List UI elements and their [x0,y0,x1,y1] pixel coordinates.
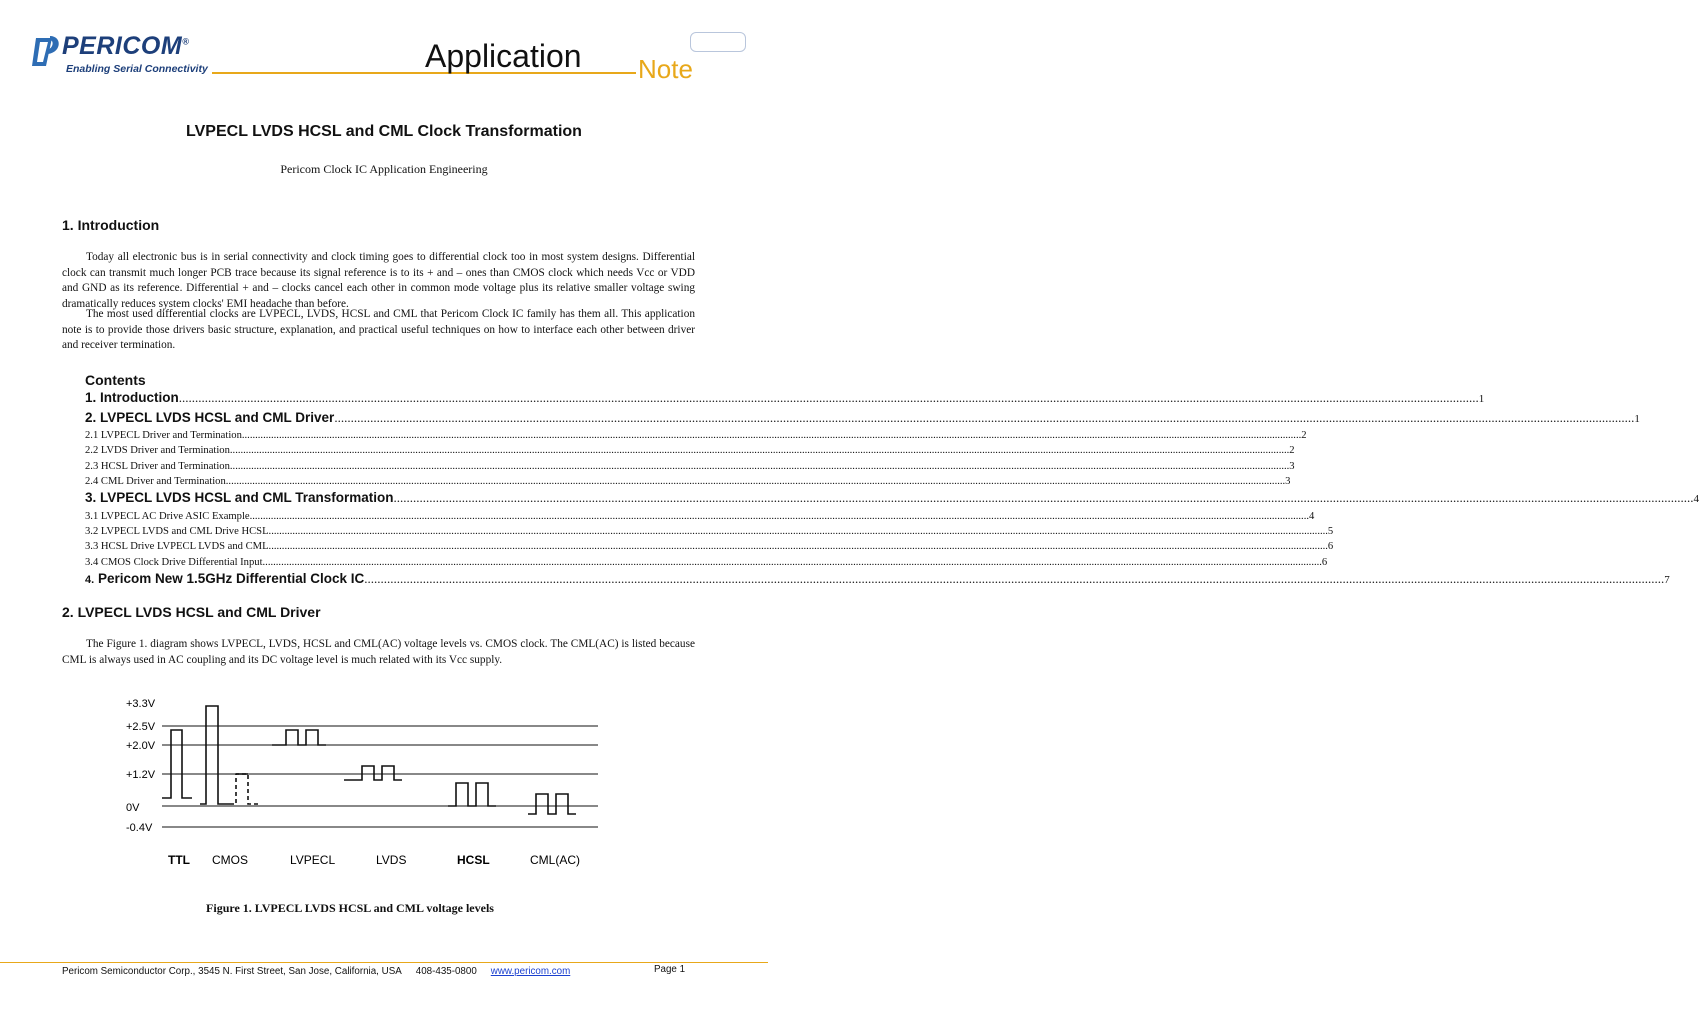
toc-entry-label: 3. LVPECL LVDS HCSL and CML Transformation [85,490,394,506]
toc-entry-label: 3.1 LVPECL AC Drive ASIC Example [85,510,250,522]
footer [62,966,570,977]
toc-entry-label: 3.4 CMOS Clock Drive Differential Input [85,556,263,568]
toc-leader-dots: ................................................................................................................................................................................................................................................................................................................................................................................................................ [241,430,1302,441]
ttl-waveform [162,730,192,798]
toc-page-number: 4 [1308,510,1315,522]
toc-entry-label: 2. LVPECL LVDS HCSL and CML Driver [85,409,335,425]
header-title-application: Application [425,38,582,74]
toc-entry-label: 1. Introduction [85,390,179,405]
toc-page-number: 2 [1301,430,1307,441]
table-of-contents [85,372,1699,589]
toc-entry-label: 3.3 HCSL Drive LVPECL LVDS and CML [85,541,269,553]
toc-leader-dots: ................................................................................................................................................................................................................................................................................................................................................................................................................ [249,510,1309,522]
intro-paragraph-1: Today all electronic bus is in serial connectivity and clock timing goes to differential clock too in most system designs. Differential clock can transmit much longer PCB trace because its signal reference is to its + and – ones than CMOS clock which needs Vcc or VDD and GND as its reference. Differential + and – clocks cancel each other in common mode voltage plus its relative smaller voltage swing dramatically reduces system clocks' EMI headache than before. [62,251,695,310]
page-number: Page 1 [654,964,686,975]
cmos-low-waveform [230,774,260,804]
reference-lines [162,726,598,827]
footer-phone: 408-435-0800 [415,966,477,977]
signal-label-lvpecl: LVPECL [290,853,336,867]
footer-rule [0,962,768,963]
toc-leader-dots: ................................................................................................................................................................................................................................................................................................................................................................................................................ [178,390,1479,405]
signal-label-cmos: CMOS [212,853,248,867]
toc-entry-label: 2.1 LVPECL Driver and Termination [85,430,242,441]
toc-leader-dots: ................................................................................................................................................................................................................................................................................................................................................................................................................ [364,570,1665,586]
voltage-level-diagram [100,680,640,880]
toc-entry[interactable] [85,443,1295,458]
toc-entry[interactable] [85,509,1315,524]
voltage-label: 0V [126,802,140,814]
driver-paragraph: The Figure 1. diagram shows LVPECL, LVDS, HCSL and CML(AC) voltage levels vs. CMOS clock. The CML(AC) is listed because CML is always used in AC coupling and its DC voltage level is much related with its Vcc supply. [62,638,695,666]
toc-entry[interactable] [85,489,1699,509]
toc-entry[interactable] [85,539,1334,554]
section-heading-introduction: 1. Introduction [62,217,160,233]
toc-entry-label: 2.4 CML Driver and Termination [85,475,226,487]
toc-entry[interactable] [85,474,1291,489]
figure-caption: Figure 1. LVPECL LVDS HCSL and CML voltage levels [206,901,494,915]
toc-page-number: 6 [1327,541,1334,553]
lvds-waveform [344,766,402,780]
toc-page-number: 1 [1634,412,1640,425]
intro-paragraph-2: The most used differential clocks are LVPECL, LVDS, HCSL and CML that Pericom Clock IC family has them all. This application note is to provide those drivers basic structure, explanation, and practical useful techniques on how to interface each other between driver and receiver termination. [62,308,695,351]
section-heading-driver: 2. LVPECL LVDS HCSL and CML Driver [62,604,321,620]
toc-leader-dots: ................................................................................................................................................................................................................................................................................................................................................................................................................ [229,445,1290,457]
header-title-note: Note [638,54,693,84]
toc-page-number: 3 [1285,475,1291,487]
logo-tagline: Enabling Serial Connectivity [66,63,208,75]
toc-entry[interactable] [85,555,1328,570]
toc-page-number: 2 [1289,445,1295,457]
signal-label-lvds: LVDS [376,853,407,867]
toc-leader-dots: ................................................................................................................................................................................................................................................................................................................................................................................................................ [334,409,1635,425]
voltage-label: +2.5V [126,721,156,733]
toc-page-number: 5 [1327,525,1334,537]
footer-company: Pericom Semiconductor Corp., 3545 N. First Street, San Jose, California, USA [62,966,402,977]
signal-label-hcsl: HCSL [457,853,490,867]
voltage-label: +1.2V [126,769,156,781]
toc-page-number: 6 [1321,556,1328,568]
pericom-swoosh-icon [32,36,59,66]
voltage-label: +3.3V [126,698,156,710]
header-decorative-box [690,32,746,52]
toc-entry[interactable] [85,389,1485,409]
cmos-waveform [200,706,230,804]
toc-page-number: 1 [1478,393,1485,405]
toc-leader-dots: ................................................................................................................................................................................................................................................................................................................................................................................................................ [268,525,1328,537]
toc-entry-label: 2.3 HCSL Driver and Termination [85,460,230,472]
footer-website-link[interactable]: www.pericom.com [490,966,571,977]
toc-leader-dots: ................................................................................................................................................................................................................................................................................................................................................................................................................ [262,556,1322,568]
toc-entry[interactable] [85,570,1670,590]
logo-wordmark: PERICOM® [62,32,190,60]
toc-entry[interactable] [85,428,1307,443]
toc-page-number: 4 [1693,493,1699,506]
toc-entry-label: 3.2 LVPECL LVDS and CML Drive HCSL [85,525,269,537]
toc-leader-dots: ................................................................................................................................................................................................................................................................................................................................................................................................................ [225,475,1286,487]
contents-heading: Contents [85,372,146,388]
toc-leader-dots: ................................................................................................................................................................................................................................................................................................................................................................................................................ [268,541,1328,553]
toc-page-number: 7 [1664,573,1670,586]
toc-page-number: 3 [1289,460,1295,472]
cmlac-waveform [528,794,576,814]
toc-entry-label: 4. Pericom New 1.5GHz Differential Clock IC [85,570,365,586]
toc-entry[interactable] [85,409,1640,429]
toc-entry[interactable] [85,524,1334,539]
document-author: Pericom Clock IC Application Engineering [280,162,488,176]
signal-label-ttl: TTL [168,853,190,867]
toc-entry-label: 2.2 LVDS Driver and Termination [85,445,230,457]
lvpecl-waveform [272,730,326,745]
toc-leader-dots: ................................................................................................................................................................................................................................................................................................................................................................................................................ [229,460,1290,472]
toc-leader-dots: ................................................................................................................................................................................................................................................................................................................................................................................................................ [393,490,1694,506]
hcsl-waveform [448,783,496,806]
signal-label-cmlac: CML(AC) [530,853,580,867]
document-title: LVPECL LVDS HCSL and CML Clock Transformation [186,123,582,140]
toc-entry[interactable] [85,459,1295,474]
voltage-label: +2.0V [126,740,156,752]
voltage-label: -0.4V [126,822,153,834]
